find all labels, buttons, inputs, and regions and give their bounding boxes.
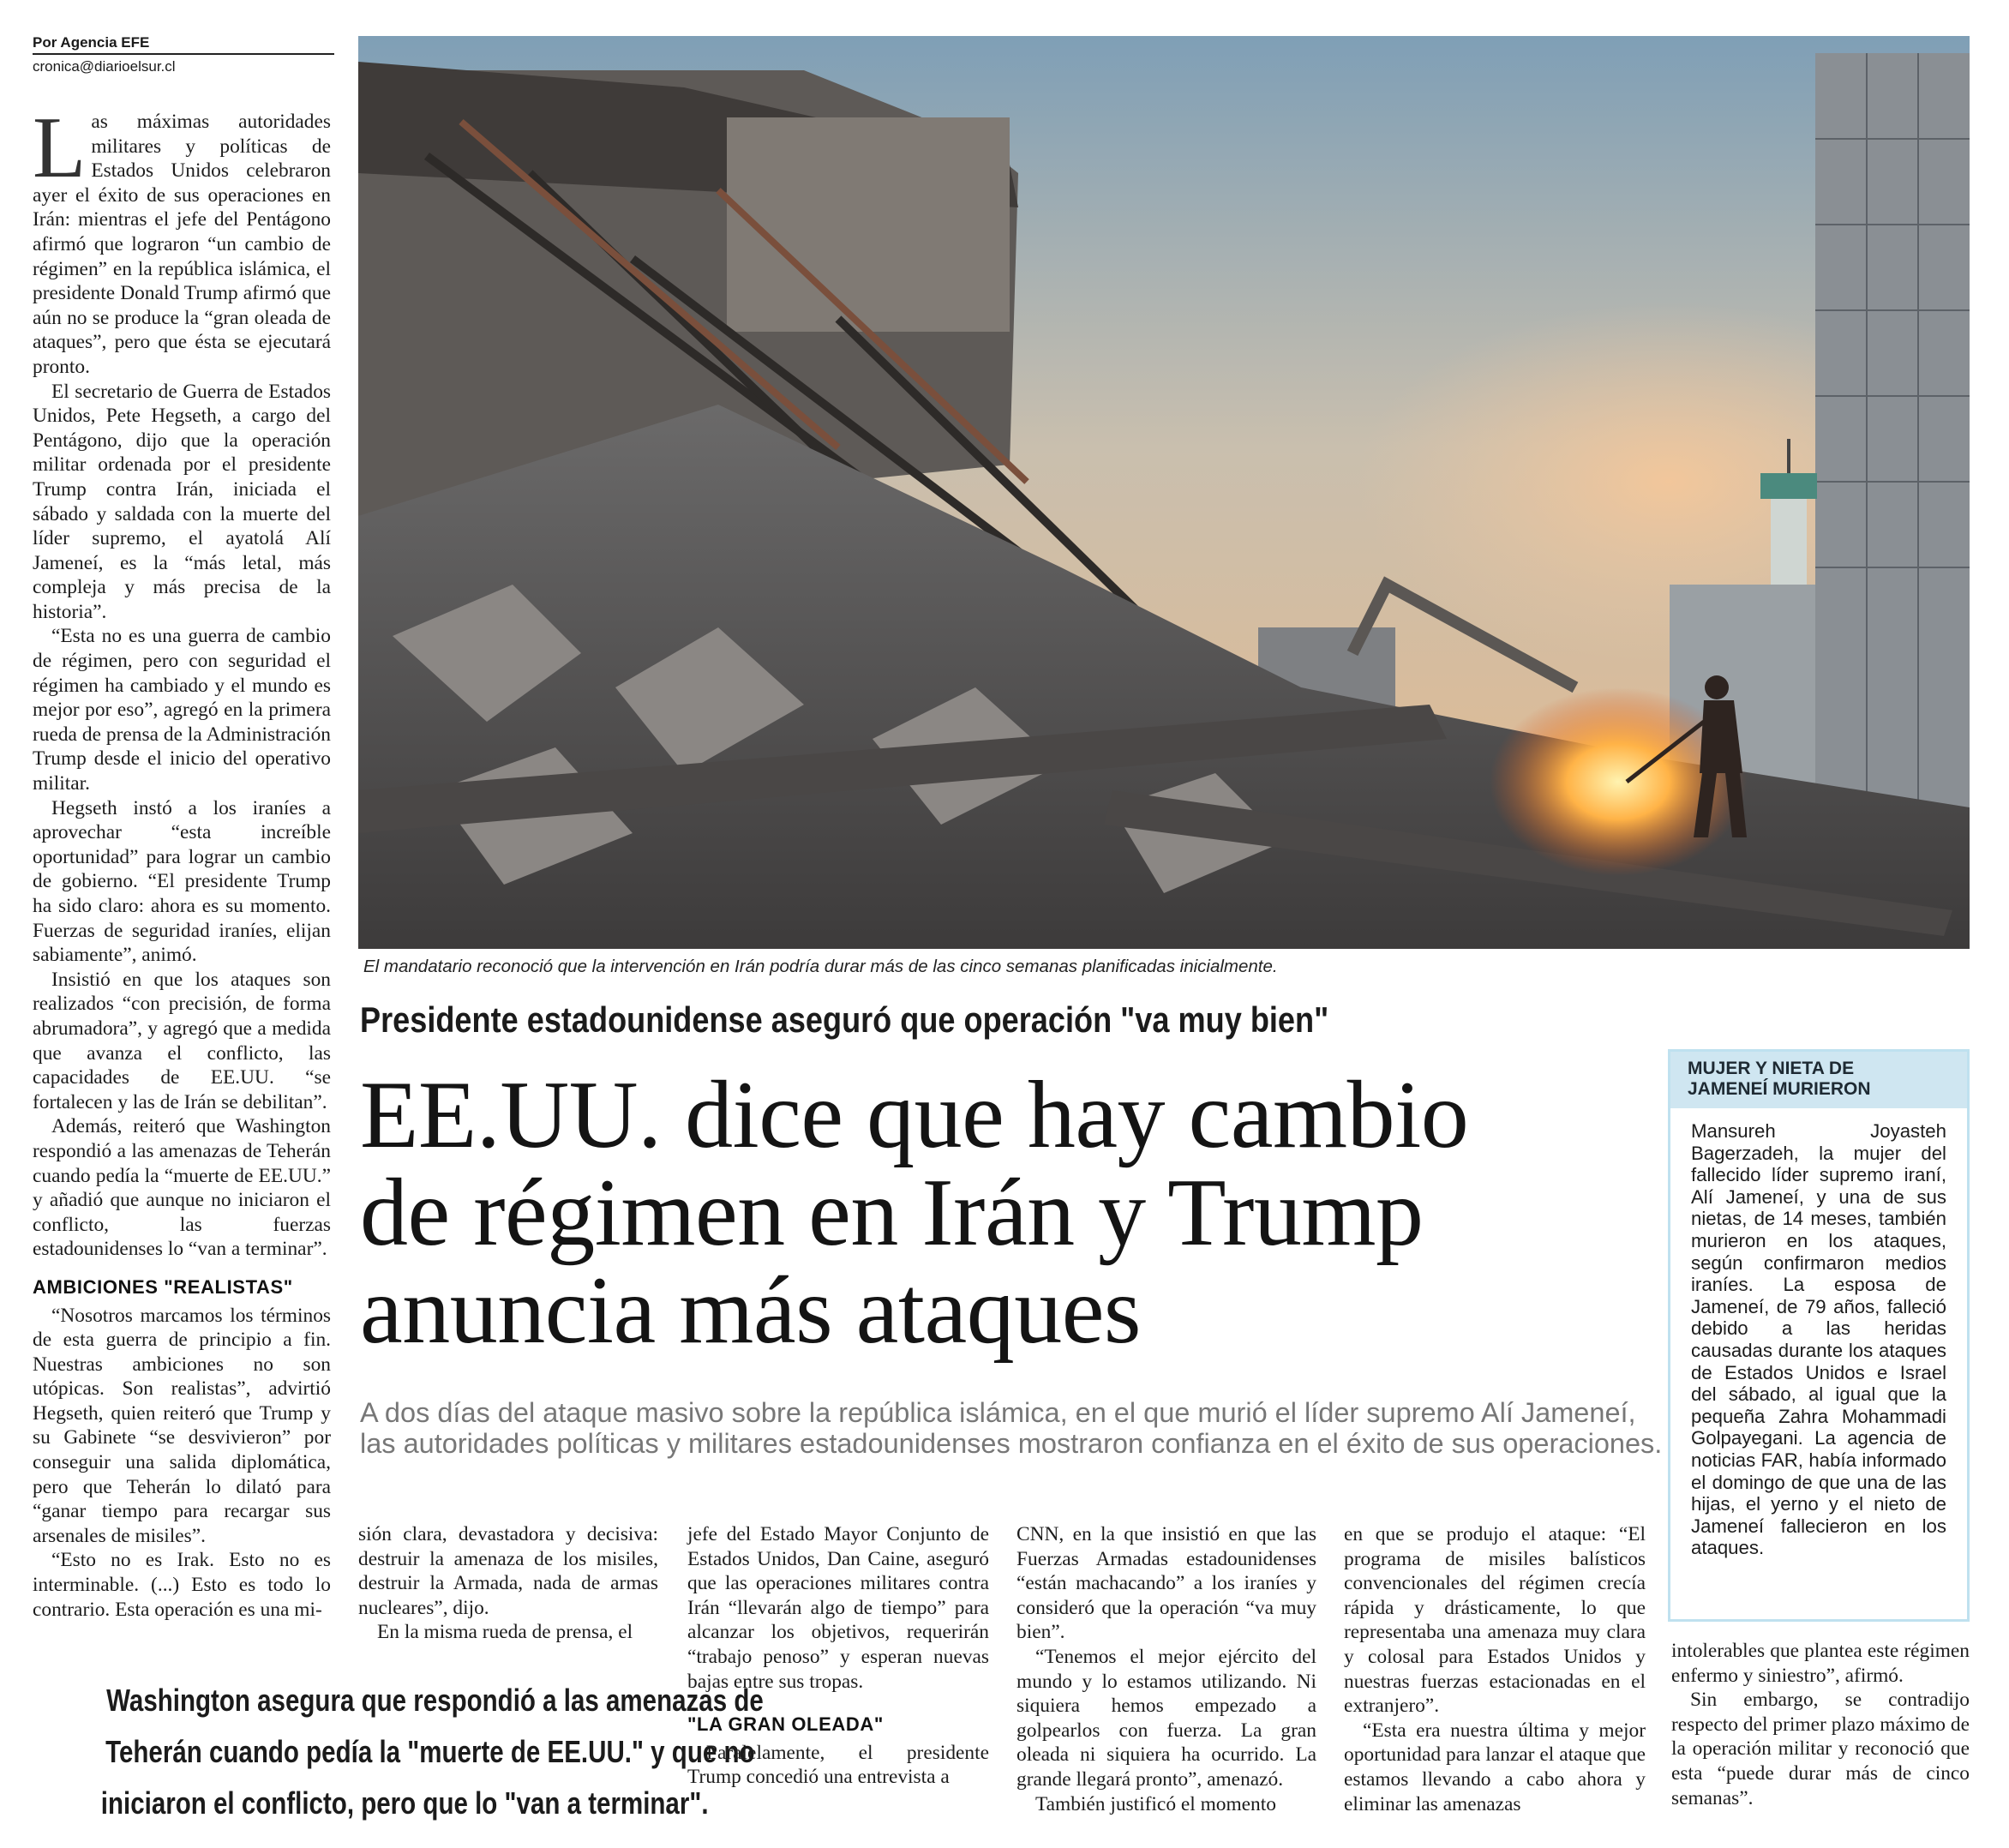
- main-headline: [360, 1062, 1646, 1364]
- article-paragraph: En la misma rueda de prensa, el: [377, 1621, 633, 1644]
- byline-email[interactable]: cronica@diarioelsur.cl: [33, 58, 176, 75]
- article-paragraph: Paralelamente, el presidente Trump concedió una entrevista a: [687, 1741, 989, 1789]
- sidebar-box: [1668, 1049, 1970, 1622]
- article-column-5: [1344, 1522, 1646, 1816]
- headline-line: EE.UU. dice que hay cambio: [360, 1062, 1469, 1168]
- pull-quote-line: Teherán cuando pedía la "muerte de EE.UU." y que no: [105, 1734, 755, 1769]
- article-paragraph: “Tenemos el mejor ejército del mundo y lo estamos utilizando. Ni siquiera hemos empezado a golpearlos con fuerza. La gran oleada ni siquiera ha ocurrido. La grande llegará pronto”, amenazó.: [1016, 1645, 1316, 1791]
- rubble-scene-illustration: [358, 36, 1970, 949]
- section-subhead: AMBICIONES "REALISTAS": [33, 1275, 293, 1298]
- article-paragraph: También justificó el momento: [1035, 1792, 1276, 1815]
- sidebar-body: Mansureh Joyasteh Bagerzadeh, la mujer del fallecido líder supremo iraní, Alí Jameneí, y una de sus nietas, de 14 meses, también murieron en los ataques, según confirmaron medios iraníes. La esposa de Jameneí, de 79 años, falleció debido a las heridas causadas durante los ataques de Estados Unidos e Israel del sábado, al igual que la pequeña Zahra Mohammadi Golpayegani. La agencia de noticias FAR, había informado el domingo de que una de las hijas, el yerno y el nieto de Jameneí fallecieron en los ataques.: [1691, 1120, 1946, 1559]
- article-paragraph: “Esto no es Irak. Esto no es interminable. (...) Esto es todo lo contrario. Esta operación es una mi-: [33, 1549, 331, 1621]
- article-paragraph: Hegseth instó a los iraníes a aprovechar “esta increíble oportunidad” para lograr un cambio de gobierno. “El presidente Trump ha sido claro: ahora es su momento. Fuerzas de seguridad iraníes, elijan sabiamente”, animó.: [33, 796, 331, 967]
- article-paragraph: intolerables que plantea este régimen enfermo y siniestro”, afirmó.: [1671, 1640, 1970, 1687]
- pull-quote: [34, 1675, 764, 1829]
- article-column-6: [1671, 1639, 1970, 1810]
- article-paragraph: Sin embargo, se contradijo respecto del primer plazo máximo de la operación militar y reconoció que esta “puede durar más de cinco semanas”.: [1671, 1689, 1970, 1809]
- article-paragraph: “Esta no es una guerra de cambio de régimen, pero con seguridad el régimen ha cambiado y el mundo es mejor por eso”, agregó en la primera rueda de prensa de la Administración Trump desde el inicio del operativo militar.: [33, 625, 331, 795]
- article-paragraph: El secretario de Guerra de Estados Unidos, Pete Hegseth, a cargo del Pentágono, dijo que la operación militar ordenada por el presidente Trump contra Irán, iniciada el sábado y saldada con la muerte del líder supremo, el ayatolá Alí Jameneí, es la “más letal, más compleja y más precisa de la historia”.: [33, 380, 331, 623]
- byline: [33, 34, 334, 75]
- article-paragraph: Las máximas autoridades militares y políticas de Estados Unidos celebraron ayer el éxito de sus operaciones en Irán: mientras el jefe del Pentágono afirmó que lograron “un cambio de régimen” en la república islámica, el presidente Donald Trump afirmó que aún no se produce la “gran oleada de ataques”, pero que ésta se ejecutará pronto.: [33, 99, 331, 378]
- article-paragraph: Además, reiteró que Washington respondió a las amenazas de Teherán cuando pedía la “muerte de EE.UU.” y añadió que aunque no iniciaron el conflicto, las fuerzas estadounidenses lo “van a terminar”.: [33, 1115, 331, 1261]
- sidebar-title: [1670, 1052, 1967, 1108]
- article-paragraph: jefe del Estado Mayor Conjunto de Estados Unidos, Dan Caine, aseguró que las operaciones militares contra Irán “llevarán algo de tiempo” para alcanzar los objetivos, requerirán “trabajo penoso” y esperan nuevas bajas entre sus tropas.: [687, 1523, 989, 1693]
- article-paragraph: en que se produjo el ataque: “El programa de misiles balísticos convencionales del régimen crecía rápida y drásticamente, lo que representaba una amenaza muy clara y colosal para Estados Unidos y nuestras fuerzas estacionadas en el extranjero”.: [1344, 1523, 1646, 1718]
- byline-author: Por Agencia EFE: [33, 34, 334, 55]
- photo-caption: El mandatario reconoció que la intervención en Irán podría durar más de las cinco semanas planificadas inicialmente.: [363, 957, 1278, 976]
- deck-summary: A dos días del ataque masivo sobre la república islámica, en el que murió el líder supremo Alí Jameneí, las autoridades políticas y militares estadounidenses mostraron confianza en el éxito de sus operaciones.: [360, 1397, 1663, 1459]
- headline-line: anuncia más ataques: [360, 1257, 1141, 1364]
- article-column-4: [1016, 1522, 1316, 1816]
- drop-cap: L: [33, 99, 87, 196]
- section-subhead: "LA GRAN OLEADA": [687, 1713, 884, 1736]
- pull-quote-line: iniciaron el conflicto, pero que lo "van a terminar".: [100, 1785, 709, 1821]
- headline-line: de régimen en Irán y Trump: [360, 1160, 1424, 1266]
- article-paragraph: CNN, en la que insistió en que las Fuerzas Armadas estadounidenses “están machacando” a los iraníes y consideró que la operación “va muy bien”.: [1016, 1523, 1316, 1644]
- article-paragraph: “Nosotros marcamos los términos de esta guerra de principio a fin. Nuestras ambiciones no son utópicas. Son realistas”, advirtió Hegseth, quien reiteró que Trump y su Gabinete “se desvivieron” por conseguir una salida diplomática, pero que Teherán lo dilató para “ganar tiempo para recargar sus arsenales de misiles”.: [33, 1304, 331, 1547]
- sidebar-title-line: MUJER Y NIETA DE: [1688, 1059, 1855, 1078]
- article-paragraph: “Esta era nuestra última y mejor oportunidad para lanzar el ataque que estamos llevando a cabo ahora y eliminar las amenazas: [1344, 1719, 1646, 1815]
- news-photo: [358, 36, 1970, 949]
- article-paragraph: sión clara, devastadora y decisiva: destruir la amenaza de los misiles, destruir la Armada, nada de armas nucleares”, dijo.: [358, 1523, 658, 1619]
- kicker-headline: Presidente estadounidense aseguró que operación "va muy bien": [360, 999, 1329, 1040]
- article-paragraph: Insistió en que los ataques son realizados “con precisión, de forma abrumadora”, y agregó que a medida que avanza el conflicto, las capacidades de EE.UU. “se fortalecen y las de Irán se debilitan”.: [33, 968, 331, 1113]
- article-column-1: [33, 99, 331, 1622]
- sidebar-title-line: JAMENEÍ MURIERON: [1688, 1079, 1871, 1099]
- article-column-2: [358, 1522, 658, 1645]
- pull-quote-line: Washington asegura que respondió a las amenazas de: [106, 1683, 764, 1718]
